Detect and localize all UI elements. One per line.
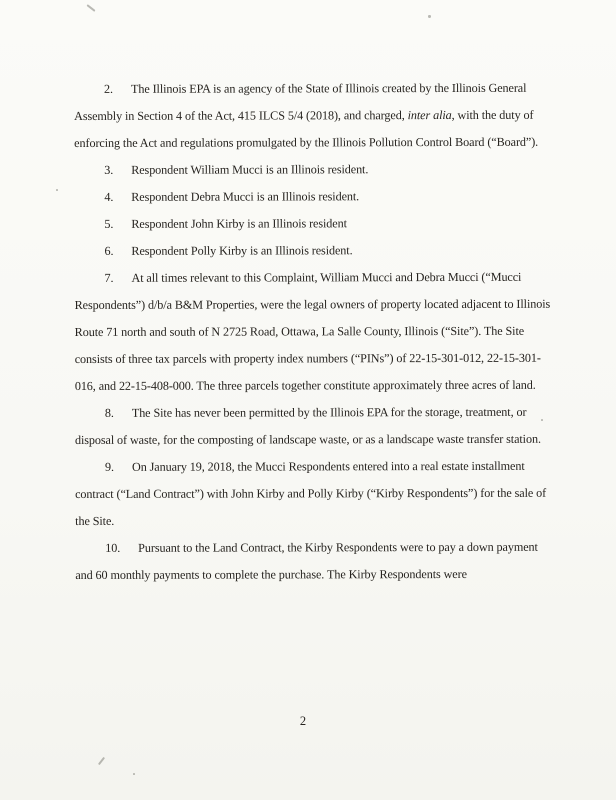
paragraph-number: 7.	[104, 270, 114, 285]
paragraph-6	[74, 237, 556, 265]
paragraph-number: 8.	[104, 405, 114, 420]
scan-artifact	[98, 757, 105, 765]
scan-artifact	[86, 4, 95, 12]
paragraph-9	[75, 453, 557, 535]
paragraph-text: The Illinois EPA is an agency of the State of Illinois created by the Illinois General Assembly in Section 4 of the Act, 415 ILCS 5/4 (2018), and charged,	[74, 80, 527, 123]
paragraph-5	[74, 210, 556, 238]
paragraph-7	[74, 264, 556, 400]
paragraph-text: , with the duty of enforcing the Act and regulations promulgated by the Illinois Pollution Control Board (“Board”).	[74, 107, 539, 150]
paragraph-text: On January 19, 2018, the Mucci Respondents entered into a real estate installment contract (“Land Contract”) with John Kirby and Polly Kirby (“Kirby Respondents”) for the sale of the Site.	[75, 458, 547, 528]
paragraph-3	[74, 156, 556, 184]
paragraph-text: Pursuant to the Land Contract, the Kirby Respondents were to pay a down payment and 60 monthly payments to complete the purchase. The Kirby Respondents were	[75, 539, 538, 582]
paragraph-number: 4.	[104, 189, 114, 204]
paragraph-number: 10.	[105, 540, 121, 555]
scan-artifact	[133, 773, 135, 775]
paragraph-number: 3.	[104, 162, 114, 177]
scan-artifact	[428, 15, 431, 18]
paragraph-text: Respondent Polly Kirby is an Illinois resident.	[131, 243, 353, 258]
paragraph-number: 5.	[104, 216, 114, 231]
paragraph-2	[74, 75, 556, 157]
document-body	[74, 75, 557, 589]
paragraph-text-italic: inter alia	[407, 108, 452, 123]
paragraph-10	[75, 534, 557, 589]
paragraph-text: Respondent John Kirby is an Illinois resident	[131, 216, 347, 231]
paragraph-number: 2.	[104, 81, 114, 96]
paragraph-number: 6.	[104, 243, 114, 258]
paragraph-text: Respondent William Mucci is an Illinois resident.	[131, 162, 369, 177]
paragraph-text: Respondent Debra Mucci is an Illinois resident.	[131, 189, 360, 204]
paragraph-4	[74, 183, 556, 211]
paragraph-text: At all times relevant to this Complaint, William Mucci and Debra Mucci (“Mucci Respondents”) d/b/a B&M Properties, were the legal owners of property located adjacent to Illinois Route 71 north and south of N 2725 Road, Ottawa, La Salle County, Illinois (“Site”). The Site consists of three tax parcels with property index numbers (“PINs”) of 22-15-301-012, 22-15-301-016, and 22-15-408-000. The three parcels together constitute approximately three acres of land.	[74, 269, 551, 393]
paragraph-number: 9.	[105, 459, 114, 474]
paragraph-8	[75, 399, 557, 454]
paragraph-text: The Site has never been permitted by the Illinois EPA for the storage, treatment, or disposal of waste, for the composting of landscape waste, or as a landscape waste transfer station.	[74, 404, 541, 447]
scan-artifact	[56, 189, 58, 191]
page-number: 2	[299, 714, 307, 728]
